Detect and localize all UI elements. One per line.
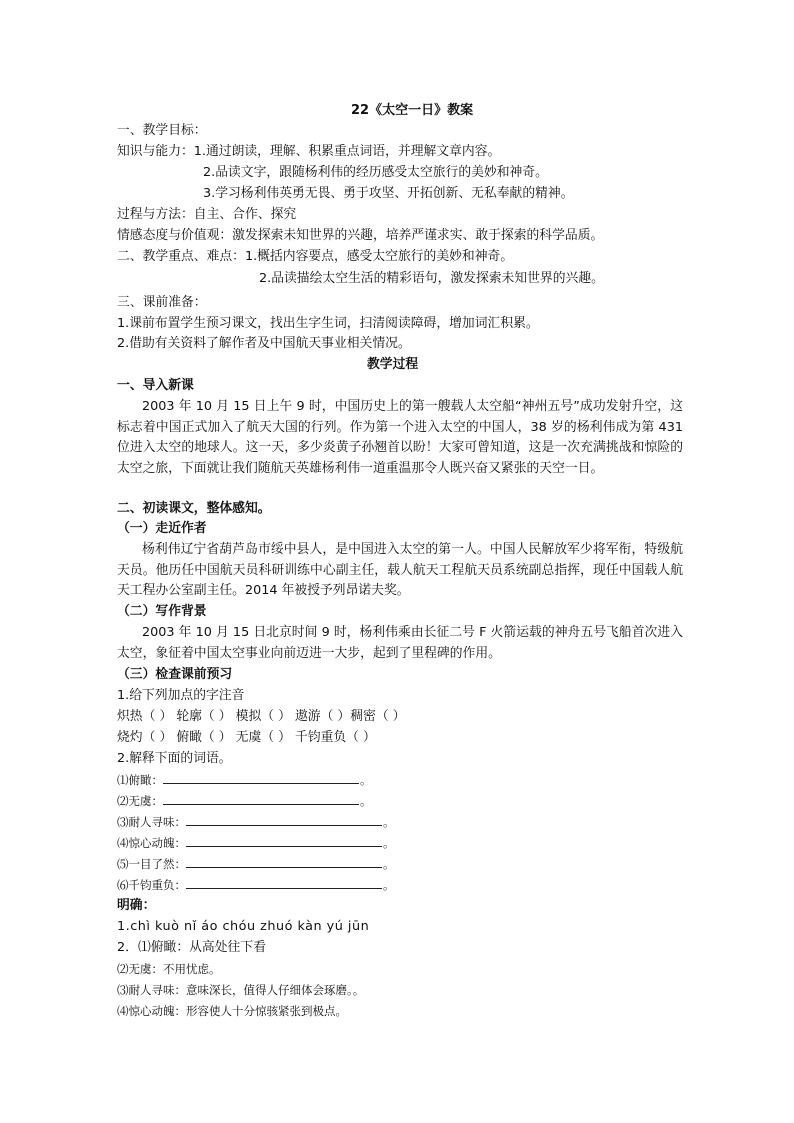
knowledge-line-1 xyxy=(117,142,500,162)
prep-item: 1.课前布置学生预习课文，找出生字生词，扫清阅读障碍，增加词汇积累。 xyxy=(117,316,539,331)
q2-item-label: ⑸一目了然： xyxy=(117,857,186,871)
q1-row-1: 炽热（ ） 轮廓（ ） 模拟（ ） 遨游（ ）稠密（ ） xyxy=(117,709,406,724)
knowledge-item: 3.学习杨利伟英勇无畏、勇于攻坚、开拓创新、无私奉献的精神。 xyxy=(203,186,574,201)
answer-blank[interactable] xyxy=(163,770,359,784)
q2-item: ⑷惊心动魄： 。 xyxy=(117,833,395,853)
intro-paragraph: 2003 年 10 月 15 日上午 9 时，中国历史上的第一艘载人太空船“神州五号”成功发射升空，这标志着中国正式加入了航天大国的行列。作为第一个进入太空的中国人，38 岁的杨利伟成为第 431 位进入太空的地球人。这一天，多少炎黄子孙翘首以盼！大家可曾知道，这是一次充满挑战和惊险的太空之旅，下面就让我们随航天英雄杨利伟一道重温那令人既兴奋又紧张的天空一日。 xyxy=(117,399,683,476)
answer-blank[interactable] xyxy=(186,854,382,868)
answer-blank[interactable] xyxy=(186,812,382,826)
q2-item-label: ⑵无虞： xyxy=(117,794,163,808)
answer-blank[interactable] xyxy=(186,875,382,889)
knowledge-label: 知识与能力： xyxy=(117,144,194,159)
answer-heading: 明确： xyxy=(117,898,156,913)
knowledge-item: 2.品读文字，跟随杨利伟的经历感受太空旅行的美妙和神奇。 xyxy=(203,165,548,180)
key-item: 2.品读描绘太空生活的精彩语句，激发探索未知世界的兴趣。 xyxy=(259,271,604,286)
q2-item-label: ⑶耐人寻味： xyxy=(117,815,186,829)
answer-blank[interactable] xyxy=(163,791,359,805)
key-label: 二、教学重点、难点： xyxy=(117,249,245,264)
q2-item: ⑹千钧重负： 。 xyxy=(117,875,395,895)
answer-item: ⑵无虞：不用忧虑。 xyxy=(117,962,221,976)
q2-item: ⑶耐人寻味： 。 xyxy=(117,812,395,832)
q2-label: 2.解释下面的词语。 xyxy=(117,751,232,766)
knowledge-item: 1.通过朗读，理解、积累重点词语，并理解文章内容。 xyxy=(193,144,501,159)
emotion-line: 情感态度与价值观：激发探索未知世界的兴趣，培养严谨求实、敢于探索的科学品质。 xyxy=(117,228,604,243)
q2-item: ⑸一目了然： 。 xyxy=(117,854,395,874)
background-paragraph: 2003 年 10 月 15 日北京时间 9 时，杨利伟乘由长征二号 F 火箭运载的神舟五号飞船首次进入太空，象征着中国太空事业向前迈进一大步，起到了里程碑的作用。 xyxy=(117,625,683,661)
key-item: 1.概括内容要点，感受太空旅行的美妙和神奇。 xyxy=(244,249,514,264)
prep-item: 2.借助有关资料了解作者及中国航天事业相关情况。 xyxy=(117,336,411,351)
intro-heading: 一、导入新课 xyxy=(117,378,194,393)
key-line-1 xyxy=(117,247,513,267)
document-title: 22《太空一日》教案 xyxy=(351,103,474,118)
author-paragraph: 杨利伟辽宁省葫芦岛市绥中县人，是中国进入太空的第一人。中国人民解放军少将军衔，特级航天员。他历任中国航天员科研训练中心副主任，载人航天工程航天员系统副总指挥，现任中国载人航天工程办公室副主任。2014 年被授予列昂诺夫奖。 xyxy=(117,542,683,598)
answer-pinyin: 1.chì kuò nǐ áo chóu zhuó kàn yú jūn xyxy=(117,919,370,934)
q2-item-label: ⑴俯瞰： xyxy=(117,773,163,787)
q2-item-label: ⑹千钧重负： xyxy=(117,878,186,892)
author-heading: （一）走近作者 xyxy=(117,521,207,536)
answer-item: ⑷惊心动魄：形容使人十分惊骇紧张到极点。 xyxy=(117,1004,347,1018)
q2-item-label: ⑷惊心动魄： xyxy=(117,836,186,850)
goals-heading: 一、教学目标： xyxy=(117,123,207,138)
answer-item: 2．⑴俯瞰：从高处往下看 xyxy=(117,940,266,955)
process-heading: 教学过程 xyxy=(367,357,419,372)
q2-item: ⑴俯瞰： 。 xyxy=(117,770,372,790)
q1-label: 1.给下列加点的字注音 xyxy=(117,688,245,703)
check-heading: （三）检查课前预习 xyxy=(117,667,233,682)
q2-item: ⑵无虞： 。 xyxy=(117,791,372,811)
prep-heading: 三、课前准备： xyxy=(117,295,207,310)
read-heading: 二、初读课文，整体感知。 xyxy=(117,501,271,516)
q1-row-2: 烧灼（ ） 俯瞰（ ） 无虞（ ） 千钧重负（ ） xyxy=(117,730,376,745)
process-method-line: 过程与方法：自主、合作、探究 xyxy=(117,207,297,222)
answer-item: ⑶耐人寻味：意味深长，值得人仔细体会琢磨。。 xyxy=(117,983,365,997)
answer-blank[interactable] xyxy=(186,833,382,847)
background-heading: （二）写作背景 xyxy=(117,604,207,619)
